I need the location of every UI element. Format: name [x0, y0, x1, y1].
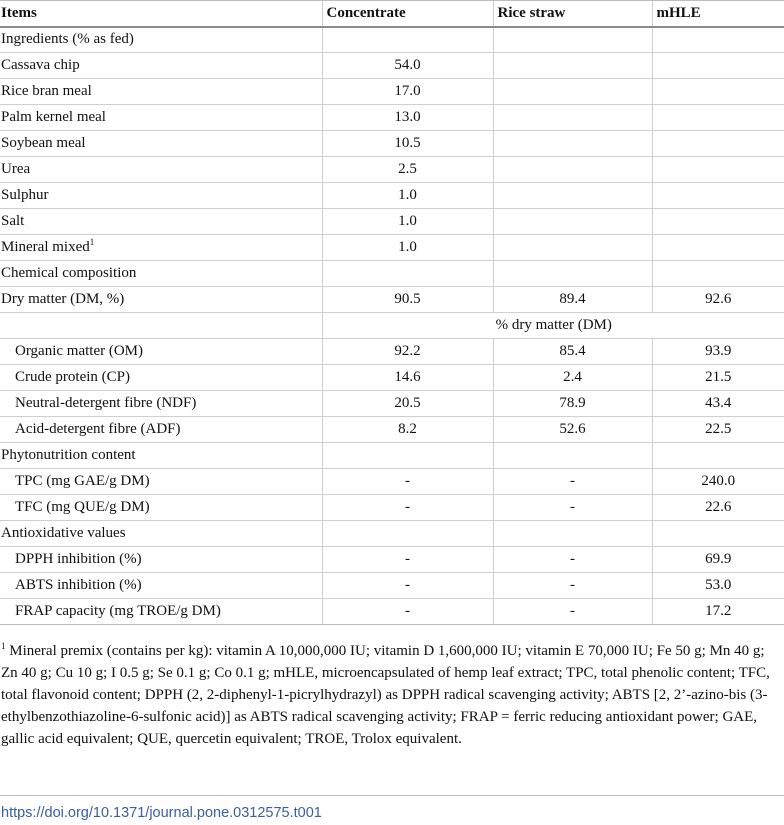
row-item-label: [0, 183, 322, 209]
table-row: [0, 391, 784, 417]
value-cell: 20.5: [322, 391, 493, 417]
empty-cell: [652, 261, 784, 287]
section-header-row: [0, 521, 784, 547]
empty-cell: [0, 313, 322, 339]
footnote-ref: 1: [89, 237, 95, 247]
table-row: [0, 469, 784, 495]
unit-subheader-row: [0, 313, 784, 339]
value-cell: 22.5: [652, 417, 784, 443]
row-item-label: [0, 469, 322, 495]
value-cell: 1.0: [322, 209, 493, 235]
value-cell: -: [493, 469, 652, 495]
row-item-label: [0, 599, 322, 625]
table-row: [0, 365, 784, 391]
section-header-row: [0, 261, 784, 287]
empty-cell: [493, 261, 652, 287]
row-item-text: Neutral-detergent fibre (NDF): [15, 395, 197, 411]
value-cell: 2.5: [322, 157, 493, 183]
empty-cell: [493, 443, 652, 469]
row-item-label: [0, 53, 322, 79]
row-item-label: [0, 287, 322, 313]
value-cell: [652, 105, 784, 131]
empty-cell: [652, 443, 784, 469]
row-item-text: ABTS inhibition (%): [15, 577, 142, 593]
row-item-label: [0, 157, 322, 183]
row-item-label: [0, 131, 322, 157]
table-row: [0, 287, 784, 313]
value-cell: 21.5: [652, 365, 784, 391]
row-item-label: [0, 547, 322, 573]
table-row: [0, 209, 784, 235]
row-item-label: [0, 339, 322, 365]
row-item-text: Salt: [1, 213, 25, 229]
footnote-marker: 1: [1, 641, 6, 651]
value-cell: 14.6: [322, 365, 493, 391]
value-cell: 54.0: [322, 53, 493, 79]
header-rice-straw: Rice straw: [493, 1, 652, 27]
row-item-text: Cassava chip: [1, 57, 80, 73]
value-cell: [652, 79, 784, 105]
value-cell: 240.0: [652, 469, 784, 495]
row-item-text: Organic matter (OM): [15, 343, 144, 359]
value-cell: 43.4: [652, 391, 784, 417]
table-row: [0, 105, 784, 131]
row-item-label: [0, 105, 322, 131]
table-row: [0, 599, 784, 625]
value-cell: 52.6: [493, 417, 652, 443]
value-cell: [652, 209, 784, 235]
value-cell: [652, 53, 784, 79]
empty-cell: [493, 521, 652, 547]
row-item-text: Mineral mixed: [1, 239, 90, 255]
table-row: [0, 417, 784, 443]
value-cell: 10.5: [322, 131, 493, 157]
value-cell: [493, 209, 652, 235]
row-item-text: TPC (mg GAE/g DM): [15, 473, 150, 489]
row-item-label: [0, 365, 322, 391]
value-cell: [493, 235, 652, 261]
section-label: Phytonutrition content: [0, 443, 322, 469]
row-item-label: [0, 417, 322, 443]
empty-cell: [322, 261, 493, 287]
empty-cell: [652, 521, 784, 547]
value-cell: -: [493, 573, 652, 599]
row-item-text: Soybean meal: [1, 135, 86, 151]
row-item-text: Dry matter (DM, %): [1, 291, 125, 307]
value-cell: -: [322, 495, 493, 521]
doi-link[interactable]: https://doi.org/10.1371/journal.pone.0312575.t001: [1, 805, 322, 821]
value-cell: 8.2: [322, 417, 493, 443]
value-cell: [493, 131, 652, 157]
empty-cell: [322, 443, 493, 469]
value-cell: [493, 53, 652, 79]
section-label: Chemical composition: [0, 261, 322, 287]
footer-divider: [0, 795, 784, 796]
row-item-text: Crude protein (CP): [15, 369, 130, 385]
empty-cell: [493, 27, 652, 53]
value-cell: 92.2: [322, 339, 493, 365]
value-cell: 1.0: [322, 183, 493, 209]
value-cell: 85.4: [493, 339, 652, 365]
row-item-label: [0, 79, 322, 105]
table-row: [0, 183, 784, 209]
section-header-row: [0, 27, 784, 53]
value-cell: -: [493, 599, 652, 625]
section-label: Ingredients (% as fed): [0, 27, 322, 53]
value-cell: [652, 131, 784, 157]
value-cell: 22.6: [652, 495, 784, 521]
value-cell: 69.9: [652, 547, 784, 573]
table-row: [0, 53, 784, 79]
value-cell: 1.0: [322, 235, 493, 261]
table-body: [0, 27, 784, 625]
row-item-label: [0, 573, 322, 599]
value-cell: -: [493, 547, 652, 573]
table-row: [0, 79, 784, 105]
value-cell: -: [493, 495, 652, 521]
row-item-text: Urea: [1, 161, 31, 177]
value-cell: 92.6: [652, 287, 784, 313]
value-cell: 17.2: [652, 599, 784, 625]
value-cell: 89.4: [493, 287, 652, 313]
table-row: [0, 339, 784, 365]
value-cell: [652, 183, 784, 209]
value-cell: 17.0: [322, 79, 493, 105]
value-cell: -: [322, 573, 493, 599]
value-cell: [493, 105, 652, 131]
value-cell: 78.9: [493, 391, 652, 417]
value-cell: 90.5: [322, 287, 493, 313]
row-item-text: Acid-detergent fibre (ADF): [15, 421, 181, 437]
table-footnote: [1, 640, 781, 750]
unit-subheader: % dry matter (DM): [322, 313, 784, 339]
row-item-label: [0, 495, 322, 521]
value-cell: -: [322, 599, 493, 625]
row-item-text: DPPH inhibition (%): [15, 551, 142, 567]
row-item-label: [0, 235, 322, 261]
row-item-text: Sulphur: [1, 187, 49, 203]
value-cell: [652, 157, 784, 183]
table-row: [0, 235, 784, 261]
value-cell: 2.4: [493, 365, 652, 391]
value-cell: 53.0: [652, 573, 784, 599]
row-item-text: Rice bran meal: [1, 83, 92, 99]
header-items: Items: [0, 1, 322, 27]
header-concentrate: Concentrate: [322, 1, 493, 27]
value-cell: [493, 157, 652, 183]
footnote-text: Mineral premix (contains per kg): vitamin A 10,000,000 IU; vitamin D 1,600,000 IU; vitamin E 70,000 IU; Fe 50 g; Mn 40 g; Zn 40 g; Cu 10 g; I 0.5 g; Se 0.1 g; Co 0.1 g; mHLE, microencapsulated of hemp leaf extract; TPC, total phenolic content; TFC, total flavonoid content; DPPH (2, 2-diphenyl-1-picrylhydrazyl) as DPPH radical scavenging activity; ABTS [2, 2’-azino-bis (3-ethylbenzothiazoline-6-sulfonic acid)] as ABTS radical scavenging activity; FRAP = ferric reducing antioxidant power; GAE, gallic acid equivalent; QUE, quercetin equivalent; TROE, Trolox equivalent.: [1, 643, 770, 747]
value-cell: [652, 235, 784, 261]
table-row: [0, 157, 784, 183]
row-item-label: [0, 209, 322, 235]
table-header-row: [0, 1, 784, 27]
value-cell: -: [322, 469, 493, 495]
value-cell: 93.9: [652, 339, 784, 365]
empty-cell: [652, 27, 784, 53]
value-cell: 13.0: [322, 105, 493, 131]
row-item-text: FRAP capacity (mg TROE/g DM): [15, 603, 221, 619]
table-row: [0, 547, 784, 573]
row-item-text: TFC (mg QUE/g DM): [15, 499, 150, 515]
empty-cell: [322, 521, 493, 547]
value-cell: [493, 183, 652, 209]
section-header-row: [0, 443, 784, 469]
empty-cell: [322, 27, 493, 53]
value-cell: -: [322, 547, 493, 573]
section-label: Antioxidative values: [0, 521, 322, 547]
table-row: [0, 131, 784, 157]
header-mhle: mHLE: [652, 1, 784, 27]
value-cell: [493, 79, 652, 105]
table-row: [0, 573, 784, 599]
row-item-label: [0, 391, 322, 417]
row-item-text: Palm kernel meal: [1, 109, 106, 125]
table-row: [0, 495, 784, 521]
